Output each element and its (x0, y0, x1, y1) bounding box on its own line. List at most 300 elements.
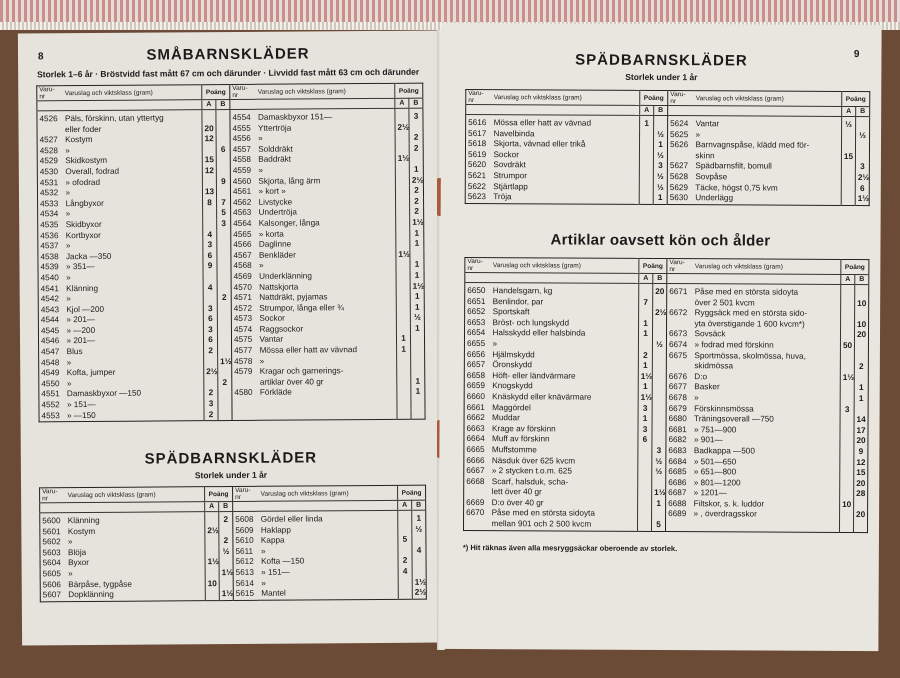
item-description: » 651—800 (693, 467, 737, 477)
points-b: 28 (854, 489, 868, 500)
item-description: över 2 501 kvcm (694, 297, 755, 308)
points-b: 1 (410, 228, 424, 239)
item-description: skinn (695, 150, 715, 161)
points-b (412, 535, 426, 546)
item-number: 6672 (667, 308, 693, 319)
points-a (840, 489, 854, 500)
empty-cell (691, 520, 839, 532)
points-b: 5 (217, 208, 231, 219)
item-number: 4551 (41, 389, 60, 399)
points-b: 9 (216, 177, 230, 188)
header-points: Poäng (398, 485, 426, 500)
item-description: Byxor (68, 558, 90, 568)
points-a: 2 (398, 556, 412, 567)
item-description: Strumpor, långa eller ¾ (259, 302, 344, 313)
item-description: Långbyxor (65, 198, 104, 208)
item-description: » (259, 356, 265, 366)
points-b: 1 (854, 394, 868, 405)
item-number: 6651 (467, 296, 486, 306)
points-b: 3 (217, 219, 231, 230)
item-description: » (66, 357, 72, 367)
points-b (216, 187, 230, 198)
item-number: 5607 (42, 590, 62, 600)
points-b: 1½ (219, 568, 233, 579)
points-b (652, 361, 666, 372)
header-varunr: Varu- nr (230, 84, 256, 99)
points-b: 1½ (410, 281, 424, 292)
item-number: 6669 (466, 497, 485, 507)
empty-cell (397, 398, 411, 409)
points-b (217, 325, 231, 336)
points-a (639, 161, 653, 172)
item-number: 5615 (233, 589, 259, 600)
points-a (205, 536, 219, 547)
item-number: 6673 (666, 329, 692, 340)
item-number: 5624 (668, 116, 694, 130)
points-a (638, 446, 652, 457)
points-b (854, 405, 868, 416)
points-a: 2 (638, 350, 652, 361)
points-a: 2½ (395, 122, 409, 133)
points-b: 2 (218, 378, 232, 389)
item-number: 6676 (666, 372, 692, 383)
item-description: Sovsäck (694, 329, 726, 339)
points-b: 2 (409, 186, 423, 197)
points-b (217, 251, 231, 262)
item-description: Blöja (67, 547, 87, 557)
points-b (653, 319, 667, 330)
points-a: 12 (202, 134, 216, 145)
catalog-table (36, 83, 425, 423)
item-number: 6654 (466, 328, 486, 338)
item-description: Strumpor (493, 171, 528, 181)
header-varunr: Varu- nr (668, 91, 694, 106)
item-number: 4540 (40, 273, 59, 283)
item-description: Hjälmskydd (492, 349, 535, 359)
points-b (219, 557, 233, 568)
points-b: 1½ (410, 218, 424, 229)
points-b (652, 478, 666, 489)
item-description: » (66, 294, 71, 304)
points-a (205, 547, 219, 558)
header-b: B (409, 98, 423, 108)
item-description: » (66, 378, 72, 388)
item-description: » (65, 241, 71, 251)
item-description: Basker (694, 382, 720, 392)
item-number: 4573 (231, 314, 257, 325)
points-a (638, 456, 652, 467)
item-number: 5611 (233, 547, 259, 558)
item-number: 4561 (230, 187, 256, 198)
item-description: Gördel eller linda (260, 514, 323, 524)
item-number: 4539 (40, 262, 59, 272)
points-a: 3 (840, 404, 854, 415)
empty-cell (665, 520, 691, 531)
header-b: B (653, 273, 667, 283)
points-b: 2 (219, 511, 233, 525)
item-number (463, 519, 489, 530)
item-description: Bröst- och lungskydd (492, 317, 570, 328)
item-description: Sockor (259, 313, 285, 324)
points-b: ½ (410, 313, 424, 324)
header-points: Poäng (639, 258, 667, 273)
item-description: Mantel (261, 588, 286, 598)
points-b (219, 579, 233, 590)
points-b (411, 345, 425, 356)
item-number: 4553 (41, 410, 60, 420)
item-number: 4541 (40, 283, 59, 293)
item-number: 6660 (466, 391, 485, 402)
item-description: » 201— (66, 315, 96, 325)
item-number: 6653 (467, 317, 486, 327)
item-description: artiklar över 40 gr (259, 377, 324, 387)
points-b: 2½ (412, 588, 426, 599)
points-b (219, 526, 233, 537)
item-description: Skjorta, lång ärm (258, 175, 321, 186)
points-a (397, 387, 411, 398)
points-b: 20 (854, 479, 868, 490)
points-b: 12 (854, 458, 868, 469)
points-b: 9 (854, 447, 868, 458)
header-points: Poäng (202, 84, 230, 99)
item-description: Påse med en största sidoyta (491, 508, 595, 519)
points-b (854, 352, 868, 363)
item-description: Muff av förskinn (491, 434, 550, 444)
points-b (652, 425, 666, 436)
item-description: Sockor (493, 149, 519, 160)
item-description: Muffstomme (491, 445, 537, 455)
item-description: Knäskydd eller knävärmare (492, 392, 592, 402)
points-a: 3 (638, 403, 652, 414)
points-b (216, 134, 230, 145)
points-b: 1 (410, 239, 424, 250)
item-number: 4528 (39, 145, 58, 156)
item-description: Kostym (67, 526, 96, 536)
header-blank (40, 503, 66, 513)
points-a (395, 165, 409, 176)
item-description: Blus (66, 347, 83, 357)
points-a: 10 (205, 579, 219, 590)
header-description: Varuslag och viktsklass (gram) (256, 83, 395, 99)
item-number: 4577 (232, 346, 258, 357)
header-points: Poäng (640, 90, 668, 105)
item-description: Skidkostym (65, 156, 108, 166)
item-description: » (261, 578, 266, 588)
item-description: Nattskjorta (259, 282, 299, 292)
item-number: 5606 (42, 579, 61, 589)
item-description: Overall, fodrad (65, 166, 120, 177)
item-number: 4534 (40, 209, 59, 219)
points-b: 2½ (855, 173, 869, 184)
item-description: eller foder (65, 124, 102, 134)
points-a: 4 (203, 283, 217, 294)
item-number: 5625 (668, 130, 694, 141)
header-blank (230, 99, 256, 109)
points-b: 2 (219, 536, 233, 547)
item-description: Bärpåse, tygpåse (68, 579, 132, 589)
points-a (395, 133, 409, 144)
section-title: SPÄDBARNSKLÄDER (575, 51, 748, 70)
points-a (638, 499, 652, 510)
points-a (398, 588, 412, 599)
page-number: 8 (37, 51, 44, 63)
points-a: 1½ (638, 393, 652, 404)
header-varunr: Varu- nr (466, 89, 492, 104)
item-number: 4572 (231, 303, 257, 314)
points-b: 1 (410, 271, 424, 282)
item-number: 4564 (231, 219, 257, 230)
item-number: 4575 (231, 335, 257, 346)
item-number: 4542 (40, 294, 59, 304)
points-b: 1 (410, 302, 424, 313)
item-description: Sportskaft (492, 307, 530, 317)
item-number: 5603 (42, 547, 61, 558)
points-a (840, 352, 854, 363)
points-b (216, 155, 230, 166)
item-number: 4536 (40, 230, 59, 240)
item-number: 6661 (466, 402, 485, 412)
item-number: 6659 (466, 381, 485, 391)
item-description: » 801—1200 (693, 477, 741, 488)
item-number: 4555 (230, 123, 256, 134)
points-b: 20 (854, 330, 868, 341)
empty-cell (411, 408, 425, 419)
header-a: A (640, 105, 654, 115)
item-description: » (694, 393, 699, 403)
item-number: 6656 (466, 349, 486, 359)
item-number: 4532 (39, 188, 59, 198)
section-title: SMÅBARNSKLÄDER (146, 45, 310, 64)
points-a (202, 145, 216, 156)
item-number: 6687 (666, 488, 692, 499)
item-number: 6657 (466, 360, 486, 370)
item-number: 5614 (233, 578, 259, 589)
section-title: Artiklar oavsett kön och ålder (550, 231, 771, 250)
item-description: » (258, 165, 263, 175)
item-description: skidmössa (694, 361, 734, 371)
header-description: Varuslag och viktsklass (gram) (491, 258, 639, 274)
points-b: 1 (410, 292, 424, 303)
item-number (666, 361, 692, 372)
item-number (667, 298, 693, 309)
item-number: 4526 (39, 114, 58, 124)
item-description: » (492, 339, 498, 349)
points-b: 1 (411, 376, 425, 387)
item-number: 4550 (41, 379, 60, 389)
table-row (465, 282, 869, 298)
points-a (638, 509, 652, 520)
item-number: 5619 (467, 149, 487, 159)
points-b: ½ (653, 183, 667, 194)
points-b: 10 (855, 320, 869, 331)
right-page (438, 23, 881, 651)
points-b (412, 567, 426, 578)
points-a (638, 467, 652, 478)
table-row (40, 588, 426, 602)
points-a (205, 589, 219, 600)
points-a (840, 447, 854, 458)
item-description: Skjorta, vävnad eller trikå (493, 139, 586, 149)
item-number: 6667 (466, 466, 485, 476)
item-number: 4578 (232, 356, 258, 367)
points-b (409, 154, 423, 165)
points-a: 2 (204, 346, 218, 357)
points-b (854, 341, 868, 352)
item-number: 4558 (230, 155, 256, 166)
points-b: 2 (409, 133, 423, 144)
points-a: 8 (203, 198, 217, 209)
item-description: Påse med en största sidoyta (694, 287, 799, 297)
item-number: 5604 (42, 558, 61, 568)
points-a (637, 520, 651, 531)
item-number: 6684 (666, 457, 692, 468)
item-number: 6683 (666, 446, 692, 457)
item-number: 6666 (466, 455, 485, 465)
points-b: 1 (411, 387, 425, 398)
points-a (205, 568, 219, 579)
header-b: B (855, 275, 869, 285)
item-number: 6658 (466, 370, 486, 380)
points-b: ½ (653, 151, 667, 162)
header-varunr: Varu- nr (37, 86, 63, 101)
points-a: 1½ (395, 154, 409, 165)
item-number: 5628 (667, 172, 693, 183)
item-description: Raggsockor (259, 324, 304, 334)
item-number: 4531 (39, 177, 59, 187)
item-description: Knogskydd (492, 381, 533, 391)
empty-cell (839, 521, 853, 532)
points-a (840, 436, 854, 447)
points-a: 3 (638, 425, 652, 436)
table-row (465, 192, 869, 205)
points-a (840, 394, 854, 405)
points-b: 7 (217, 198, 231, 209)
catalog-table (39, 485, 427, 602)
empty-cell (853, 521, 867, 532)
header-description: Varuslag och viktsklass (gram) (694, 91, 842, 107)
item-number: 6689 (666, 510, 692, 521)
points-b: 1½ (412, 577, 426, 588)
points-a (841, 173, 855, 184)
points-b: ½ (652, 467, 666, 478)
item-description: Näsduk över 625 kvcm (491, 455, 576, 466)
item-description: » (65, 145, 70, 155)
points-a: 1 (638, 382, 652, 393)
points-a: 1 (638, 361, 652, 372)
item-description: Barnvagnspåse, klädd med för- (695, 140, 810, 150)
points-b: 1 (410, 260, 424, 271)
item-number: 5608 (233, 511, 259, 525)
points-a (639, 140, 653, 151)
points-b (854, 373, 868, 384)
item-description: Kragar och garnerings- (259, 366, 344, 377)
points-b (410, 334, 424, 345)
header-blank (465, 272, 491, 282)
points-b: 20 (854, 436, 868, 447)
points-a (395, 108, 409, 122)
points-b (653, 298, 667, 309)
table-row (39, 408, 425, 422)
item-description: Maggördel (492, 402, 531, 412)
header-varunr: Varu- nr (667, 259, 693, 274)
item-number: 4563 (231, 208, 257, 219)
points-b (855, 141, 869, 152)
item-number: 6679 (666, 404, 692, 415)
item-description: » fodrad med förskinn (694, 340, 774, 350)
points-b (217, 335, 231, 346)
item-number: 6680 (666, 414, 692, 425)
item-number: 5602 (42, 537, 61, 547)
item-description: Halsskydd eller halsbinda (492, 328, 586, 338)
points-b (216, 166, 230, 177)
item-number: 5630 (667, 193, 693, 204)
empty-cell (411, 398, 425, 409)
item-number: 5605 (42, 569, 61, 579)
points-a (395, 186, 409, 197)
points-b: 6 (855, 184, 869, 195)
points-b: 1 (652, 499, 666, 510)
header-varunr: Varu- nr (465, 257, 491, 272)
item-description: » (68, 569, 73, 579)
points-a (841, 284, 855, 298)
item-description: Vantar (259, 335, 284, 345)
points-a: 1½ (638, 372, 652, 383)
header-a: A (202, 100, 216, 110)
section-subtitle: Storlek 1–6 år · Bröstvidd fast mått 67 cm och därunder · Livvidd fast mått 63 cm och därunder (37, 66, 420, 80)
item-number: 5612 (233, 557, 259, 568)
catalog-table (463, 257, 869, 533)
item-description: Benkläder (258, 250, 296, 260)
item-description: Benlindor, par (492, 296, 544, 306)
points-b: 3 (409, 108, 423, 122)
points-b (217, 282, 231, 293)
item-description: Höft- eller ländvärmare (492, 370, 576, 381)
points-b (412, 556, 426, 567)
points-b (217, 240, 231, 251)
points-a (640, 129, 654, 140)
points-a: 3 (204, 399, 218, 410)
header-blank (667, 274, 693, 284)
item-number: 4547 (41, 347, 60, 357)
points-a (638, 488, 652, 499)
points-b (652, 509, 666, 520)
section-title: SPÄDBARNSKLÄDER (144, 449, 318, 468)
item-description: » 901— (693, 435, 723, 445)
points-a (397, 366, 411, 377)
item-number: 4535 (40, 220, 59, 230)
points-b: ½ (653, 172, 667, 183)
item-number: 6688 (666, 499, 692, 510)
item-description: » (258, 261, 264, 271)
points-b (217, 230, 231, 241)
footnote: *) Hit räknas även alla mesryggsäckar oberoende av storlek. (462, 542, 678, 554)
item-description: Förskinnsmössa (694, 403, 754, 414)
item-description: Stjärtlapp (493, 181, 528, 191)
item-description: » , överdragsskor (693, 509, 757, 519)
item-number: 4529 (39, 156, 59, 166)
points-a: 6 (203, 251, 217, 262)
points-b: 15 (854, 468, 868, 479)
header-description: Varuslag och viktsklass (gram) (63, 85, 202, 101)
item-number: 4574 (231, 325, 257, 336)
points-b (411, 355, 425, 366)
points-b: ½ (219, 547, 233, 558)
item-number: 5618 (467, 139, 487, 149)
points-a (396, 281, 410, 292)
header-blank (233, 501, 259, 511)
header-b: B (856, 107, 870, 117)
points-a: 6 (203, 314, 217, 325)
